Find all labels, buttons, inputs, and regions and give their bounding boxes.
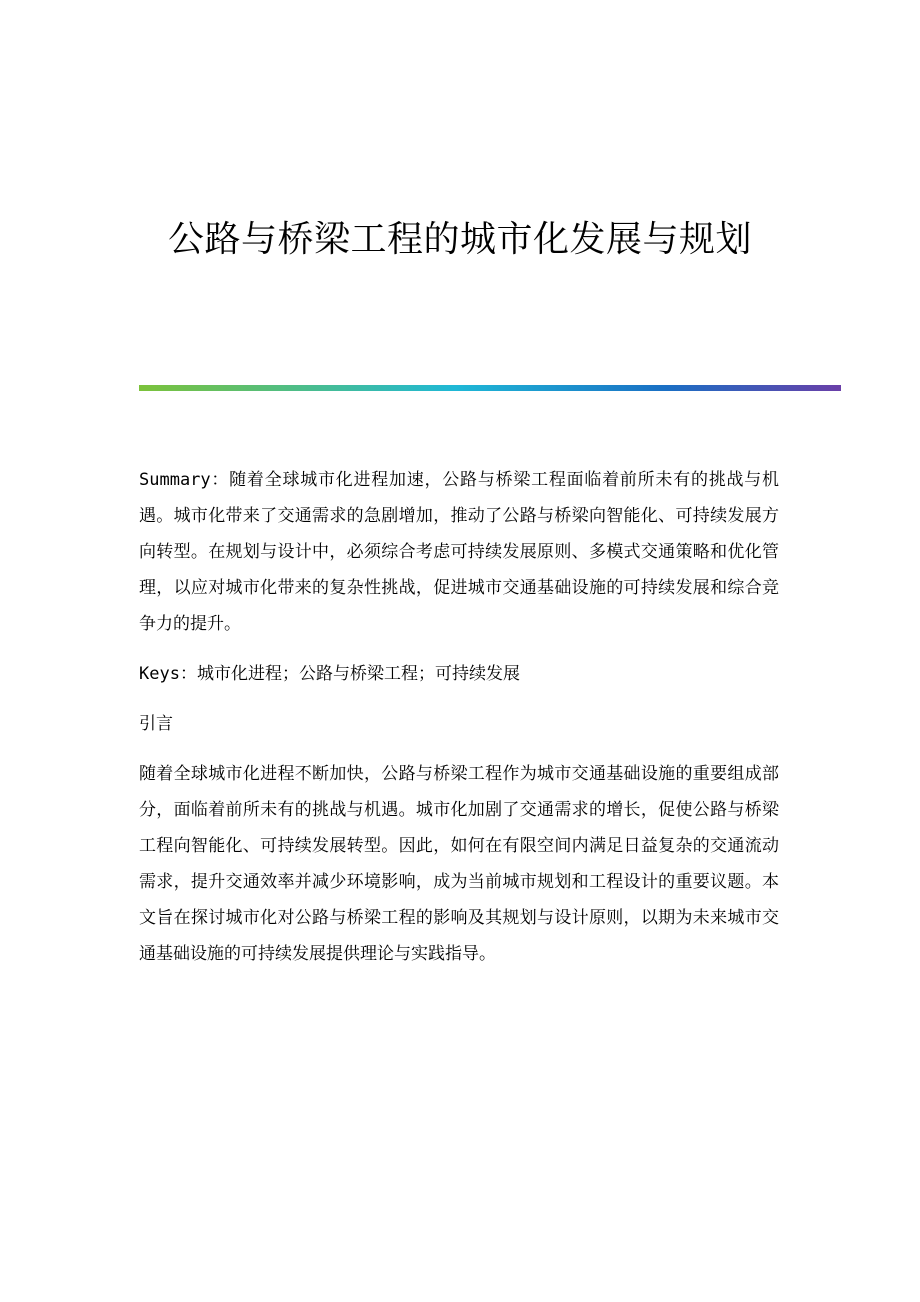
keywords-text: 城市化进程；公路与桥梁工程；可持续发展: [196, 664, 520, 684]
introduction-heading: 引言: [139, 714, 173, 734]
keywords-label: Keys：: [139, 664, 197, 684]
summary-text: 随着全球城市化进程加速，公路与桥梁工程面临着前所未有的挑战与机遇。城市化带来了交通需求的急剧增加，推动了公路与桥梁向智能化、可持续发展方向转型。在规划与设计中，必须综合考虑可持续发展原则、多模式交通策略和优化管理，以应对城市化带来的复杂性挑战，促进城市交通基础设施的可持续发展和综合竞争力的提升。: [139, 470, 779, 634]
keywords-line: [139, 656, 779, 692]
introduction-paragraph: 随着全球城市化进程不断加快，公路与桥梁工程作为城市交通基础设施的重要组成部分，面临着前所未有的挑战与机遇。城市化加剧了交通需求的增长，促使公路与桥梁工程向智能化、可持续发展转型。因此，如何在有限空间内满足日益复杂的交通流动需求，提升交通效率并减少环境影响，成为当前城市规划和工程设计的重要议题。本文旨在探讨城市化对公路与桥梁工程的影响及其规划与设计原则，以期为未来城市交通基础设施的可持续发展提供理论与实践指导。: [139, 764, 779, 964]
document-body: [139, 462, 779, 986]
summary-paragraph: [139, 462, 779, 642]
summary-label: Summary：: [139, 470, 230, 490]
title-divider-rule: [139, 385, 841, 391]
page-title: 公路与桥梁工程的城市化发展与规划: [167, 219, 752, 261]
